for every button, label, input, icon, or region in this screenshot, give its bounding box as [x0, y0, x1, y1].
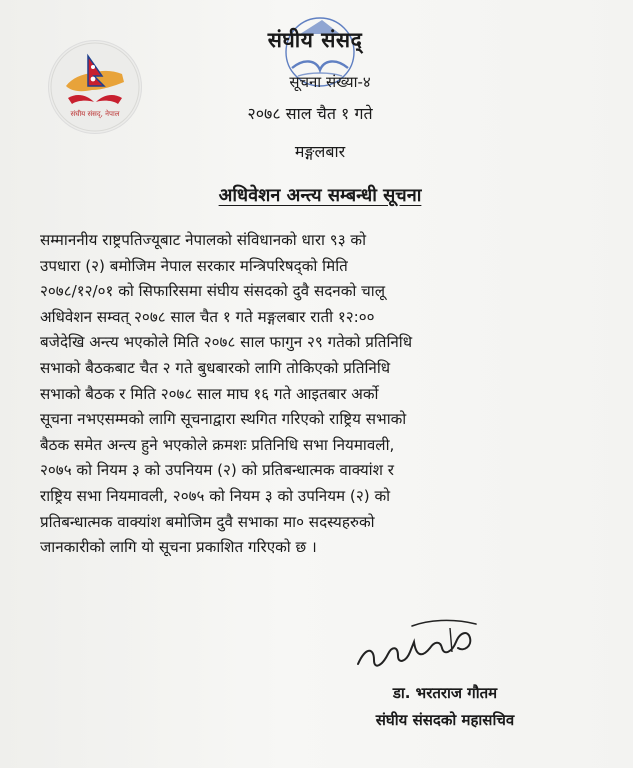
body-line: राष्ट्रिय सभा नियमावली, २०७५ को नियम ३ को उपनियम (२) को	[40, 486, 391, 505]
body-line: बजेदेखि अन्त्य भएकोले मिति २०७८ साल फागुन २९ गतेको प्रतिनिधि	[40, 333, 413, 352]
notice-date: २०७८ साल चैत १ गते	[247, 104, 373, 123]
body-line: बैठक समेत अन्त्य हुने भएकोले क्रमशः प्रतिनिधि सभा नियमावली,	[40, 435, 395, 454]
body-line: उपधारा (२) बमोजिम नेपाल सरकार मन्त्रिपरिषद्को मिति	[40, 256, 348, 275]
parliament-emblem	[48, 40, 142, 134]
notice-body	[40, 228, 580, 561]
body-line: जानकारीको लागि यो सूचना प्रकाशित गरिएको छ ।	[40, 538, 317, 557]
notice-reference: सूचना संख्या-४	[289, 73, 371, 91]
handwritten-signature	[352, 612, 492, 682]
office-title: संघीय संसद्	[267, 28, 363, 52]
body-line: २०७५ को नियम ३ को उपनियम (२) को प्रतिबन्धात्मक वाक्यांश र	[40, 461, 394, 480]
body-line: प्रतिबन्धात्मक वाक्यांश बमोजिम दुवै सभाका मा० सदस्यहरुको	[40, 512, 375, 531]
body-line: सभाको बैठक र मिति २०७८ साल माघ १६ गते आइतबार अर्को	[40, 384, 379, 403]
signer-title: संघीय संसदको महासचिव	[375, 711, 515, 729]
signer-name: डा. भरतराज गौतम	[392, 684, 498, 702]
emblem-caption: संघीय संसद्, नेपाल	[70, 110, 120, 118]
body-line: सभाको बैठकबाट चैत २ गते बुधबारको लागि तोकिएको प्रतिनिधि	[40, 358, 391, 377]
body-line: सम्माननीय राष्ट्रपतिज्यूबाट नेपालको संविधानको धारा ९३ को	[40, 231, 367, 249]
body-line: अधिवेशन सम्वत् २०७८ साल चैत १ गते मङ्गलबार राती १२:००	[40, 307, 375, 326]
emblem-icon	[48, 40, 142, 134]
notice-day: मङ्गलबार	[294, 142, 346, 161]
notice-subject: अधिवेशन अन्त्य सम्बन्धी सूचना	[218, 185, 422, 206]
body-line: २०७८/१२/०१ को सिफारिसमा संघीय संसदको दुवै सदनको चालू	[40, 282, 385, 301]
body-line: सूचना नभएसम्मको लागि सूचनाद्वारा स्थगित गरिएको राष्ट्रिय सभाको	[40, 410, 407, 429]
